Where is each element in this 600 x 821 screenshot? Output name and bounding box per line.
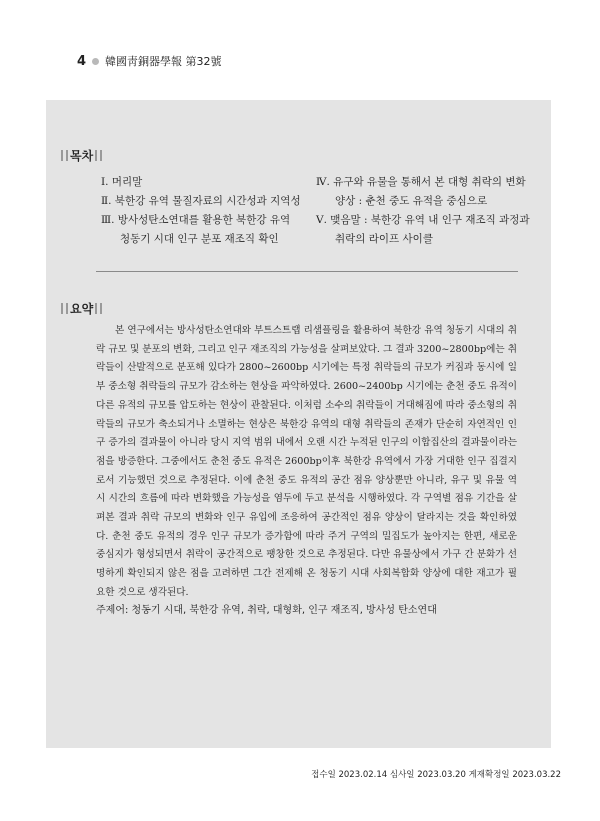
toc-entry-continuation: 청동기 시대 인구 분포 재조직 확인 <box>120 233 279 245</box>
journal-title: 韓國靑銅器學報 第32號 <box>105 55 222 68</box>
heading-bar-icon <box>95 303 97 314</box>
keywords: 주제어: 청동기 시대, 북한강 유역, 취락, 대형화, 인구 재조직, 방사성 탄소연대 <box>96 605 437 616</box>
running-header <box>77 52 222 70</box>
toc-title: 목차 <box>70 149 94 163</box>
toc-right-column <box>316 173 530 249</box>
toc-entry: Ⅱ. 북한강 유역 물질자료의 시간성과 지역성 <box>101 195 301 207</box>
toc-left-column <box>101 173 301 249</box>
abstract-title: 요약 <box>70 302 94 316</box>
heading-bar-icon <box>100 303 102 314</box>
toc-entry-continuation: 취락의 라이프 사이클 <box>335 233 433 245</box>
page-number: 4 <box>77 53 87 69</box>
toc-entry-continuation: 양상 : 춘천 중도 유적을 중심으로 <box>335 195 488 207</box>
heading-bar-icon <box>61 150 63 161</box>
section-divider <box>96 271 518 272</box>
heading-bar-icon <box>95 150 97 161</box>
abstract-paragraph: 본 연구에서는 방사성탄소연대와 부트스트랩 리샘플링을 활용하여 북한강 유역 청동기 시대의 취락 규모 및 분포의 변화, 그리고 인구 재조직의 가능성을 살펴보았다. 그 결과 3200~2800bp에는 취락들이 산발적으로 분포해 있다가 2800~2600bp 시기에는 특정 취락들의 규모가 커짐과 동시에 일부 중소형 취락들의 규모가 감소하는 현상을 파악하였다. 2600~2400bp 시기에는 춘천 중도 유적이 다른 유적의 규모를 압도하는 현상이 관찰된다. 이처럼 소수의 취락들이 거대해짐에 따라 중소형의 취락들의 규모가 축소되거나 소멸하는 현상은 북한강 유역의 대형 취락들의 존재가 단순히 자연적인 인구 증가의 결과물이 아니라 당시 지역 범위 내에서 오랜 시간 누적된 인구의 이합집산의 결과물이라는 점을 방증한다. 그중에서도 춘천 중도 유적은 2600bp이후 북한강 유역에서 가장 거대한 인구 집결지로서 기능했던 것으로 추정된다. 이에 춘천 중도 유적의 공간 점유 양상뿐만 아니라, 유구 및 유물 역시 시간의 흐름에 따라 변화했을 가능성을 염두에 두고 분석을 시행하였다. 각 구역별 점유 기간을 살펴본 결과 취락 규모의 변화와 인구 유입에 조응하여 공간적인 점유 양상이 달라지는 것을 확인하였다. 춘천 중도 유적의 경우 인구 규모가 증가함에 따라 주거 구역의 밀집도가 높아지는 한편, 새로운 중심지가 형성되면서 취락이 공간적으로 팽창한 것으로 추정된다. 다만 유물상에서 가구 간 분화가 선명하게 확인되지 않은 점을 고려하면 그간 전제해 온 청동기 시대 사회복합화 양상에 대한 재고가 필요한 것으로 생각된다. <box>96 325 517 598</box>
toc-entry: Ⅲ. 방사성탄소연대를 활용한 북한강 유역 <box>101 214 291 226</box>
toc-entry: Ⅳ. 유구와 유물을 통해서 본 대형 취락의 변화 <box>316 176 526 188</box>
abstract-body <box>96 322 517 603</box>
heading-bar-icon <box>61 303 63 314</box>
toc-entry: Ⅰ. 머리말 <box>101 176 143 188</box>
toc-heading <box>60 147 103 164</box>
heading-bar-icon <box>66 303 68 314</box>
submission-dates: 접수일 2023.02.14 심사일 2023.03.20 게재확정일 2023.03.22 <box>311 770 561 780</box>
toc-entry: Ⅴ. 맺음말 : 북한강 유역 내 인구 재조직 과정과 <box>316 214 530 226</box>
heading-bar-icon <box>66 150 68 161</box>
heading-bar-icon <box>100 150 102 161</box>
abstract-heading <box>60 300 103 317</box>
bullet-dot-icon <box>92 58 99 65</box>
